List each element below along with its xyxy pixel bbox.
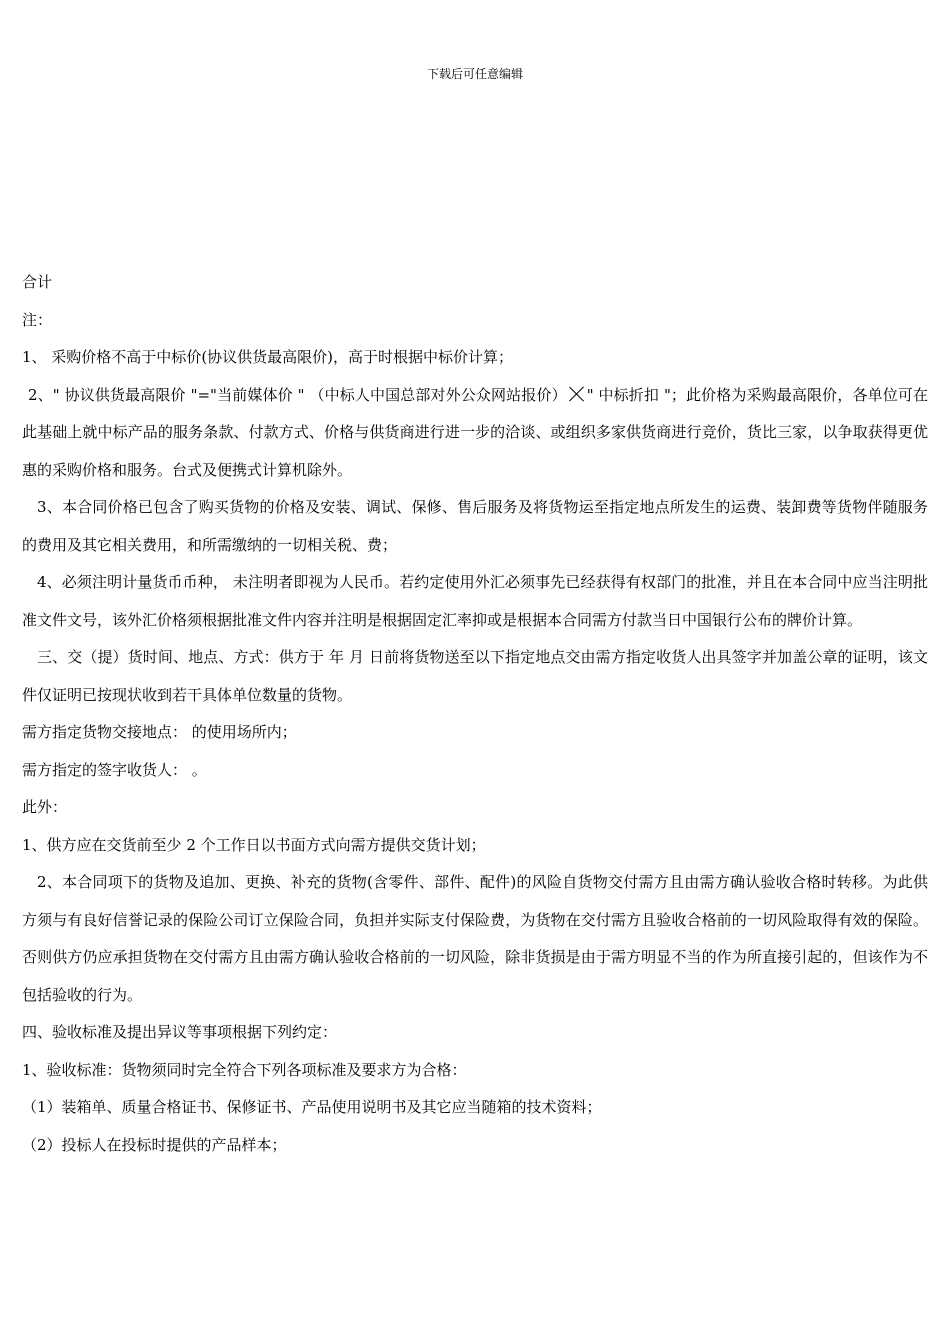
note-item-4: 4、必须注明计量货币币种， 未注明者即视为人民币。若约定使用外汇必须事先已经获得有权部门的批准，并且在本合同中应当注明批准文件文号，该外汇价格须根据批准文件内容并注明是根据固定汇率抑或是根据本合同需方付款当日中国银行公布的牌价计算。 bbox=[22, 573, 928, 629]
note-label: 注： bbox=[22, 310, 53, 329]
besides-item-1: 1、供方应在交货前至少 2 个工作日以书面方式向需方提供交货计划； bbox=[22, 835, 486, 854]
besides-label: 此外： bbox=[22, 798, 68, 816]
header-note: 下载后可任意编辑 bbox=[426, 67, 523, 81]
note-item-2-part-2: " 中标折扣 "；此价格为采购最高限价，各单位可在此基础上就中标产品的服务条款、付款方式、价格与供货商进行进一步的洽谈、或组织多家供货商进行竞价，货比三家，以争取获得更优惠的采购价格和服务。台式及便携式计算机除外。 bbox=[22, 385, 928, 479]
note-item-2 bbox=[22, 377, 928, 490]
acceptance-item-1: 1、验收标准：货物须同时完全符合下列各项标准及要求方为合格： bbox=[22, 1060, 467, 1079]
note-item-3: 3、本合同价格已包含了购买货物的价格及安装、调试、保修、售后服务及将货物运至指定地点所发生的运费、装卸费等货物伴随服务的费用及其它相关费用，和所需缴纳的一切相关税、费； bbox=[22, 498, 928, 554]
multiply-icon bbox=[569, 386, 585, 402]
acceptance-item-1-1: （1）装箱单、质量合格证书、保修证书、产品使用说明书及其它应当随箱的技术资料； bbox=[22, 1098, 602, 1116]
section-4: 四、验收标准及提出异议等事项根据下列约定： bbox=[22, 1023, 338, 1041]
delivery-place: 需方指定货物交接地点： 的使用场所内； bbox=[22, 723, 297, 741]
note-item-2-part-1: 2、" 协议供货最高限价 "="当前媒体价 " （中标人中国总部对外公众网站报价） bbox=[28, 385, 567, 404]
document-body bbox=[22, 264, 928, 1164]
receiver: 需方指定的签字收货人： 。 bbox=[22, 760, 207, 779]
total-label: 合计 bbox=[22, 273, 53, 291]
besides-item-2: 2、本合同项下的货物及追加、更换、补充的货物(含零件、部件、配件)的风险自货物交付需方且由需方确认验收合格时转移。为此供方须与有良好信誉记录的保险公司订立保险合同，负担并实际支付保险费，为货物在交付需方且验收合格前的一切风险取得有效的保险。否则供方仍应承担货物在交付需方且由需方确认验收合格前的一切风险，除非货损是由于需方明显不当的作为所直接引起的，但该作为不包括验收的行为。 bbox=[22, 873, 928, 1004]
section-3: 三、交（提）货时间、地点、方式：供方于 年 月 日前将货物送至以下指定地点交由需方指定收货人出具签字并加盖公章的证明，该文件仅证明已按现状收到若干具体单位数量的货物。 bbox=[22, 648, 928, 704]
acceptance-item-1-2: （2）投标人在投标时提供的产品样本； bbox=[22, 1135, 287, 1154]
note-item-1: 1、 采购价格不高于中标价(协议供货最高限价)，高于时根据中标价计算； bbox=[22, 348, 514, 366]
